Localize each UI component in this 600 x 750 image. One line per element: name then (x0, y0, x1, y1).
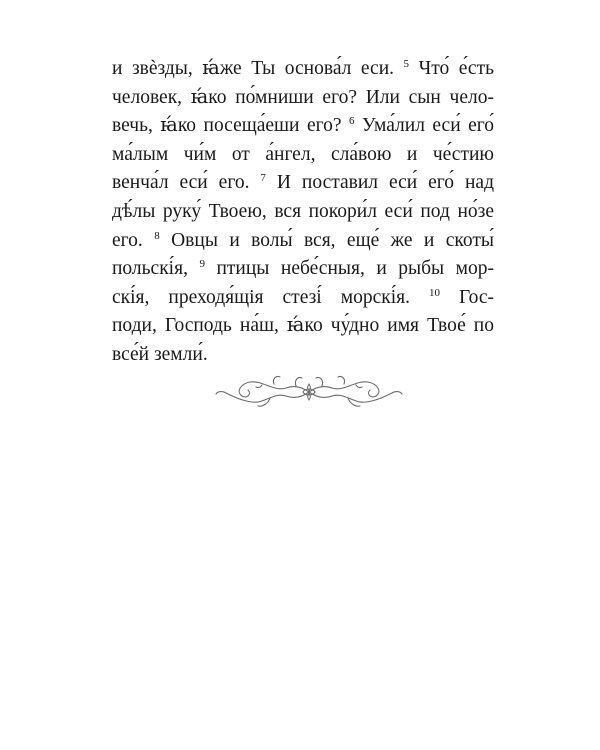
text-segment: вечь, ꙗ́ко посеща́еши его? (112, 115, 349, 137)
text-line (112, 227, 494, 256)
text-line (112, 284, 494, 313)
verse-number: 9 (199, 258, 205, 271)
text-segment: венча́л еси́ его. (112, 172, 261, 194)
text-segment: человек, ꙗ́ко по́мниши его? Или сын чело- (112, 86, 494, 108)
flourish-ornament-icon (214, 370, 404, 414)
text-segment: дѣ́лы руку́ Твоею, вся покори́л еси́ под но́зе (112, 200, 494, 222)
text-line (112, 141, 494, 170)
text-segment: Что́ е́сть (409, 58, 494, 79)
text-segment: польскі́я, (112, 258, 200, 280)
text-line (112, 112, 494, 141)
text-segment: Гос- (440, 286, 494, 308)
text-segment: И поставил еси́ его́ над (265, 172, 495, 194)
psalm-text (112, 55, 494, 370)
text-segment: поди, Господь на́ш, ꙗ́ко чу́дно имя Твое́ по (112, 315, 494, 337)
text-segment: его. (112, 229, 155, 251)
text-segment: Овцы и волы́ вся, еще́ же и скоты́ (159, 229, 495, 251)
text-line (112, 312, 494, 341)
text-line (112, 255, 494, 284)
text-segment: скі́я, преходя́щія стезі́ морскі́я. (112, 286, 430, 308)
text-line (112, 55, 494, 84)
verse-number: 10 (429, 286, 441, 299)
verse-number: 8 (154, 229, 160, 242)
text-segment: птицы небе́сныя, и рыбы мор- (204, 258, 494, 280)
text-segment: все́й земли́. (112, 343, 208, 365)
text-line (112, 84, 494, 113)
text-line (112, 341, 494, 370)
text-segment: Ума́лил еси́ его́ (354, 115, 495, 137)
verse-number: 5 (403, 58, 410, 70)
verse-number: 6 (348, 115, 355, 128)
text-line (112, 169, 494, 198)
text-segment: ма́лым чи́м от а́нгел, сла́вою и че́стию (112, 143, 494, 165)
verse-number: 7 (260, 172, 266, 185)
text-line (112, 198, 494, 227)
text-segment: и звѐзды, ꙗ́же Ты основа́л еси. (112, 58, 404, 79)
